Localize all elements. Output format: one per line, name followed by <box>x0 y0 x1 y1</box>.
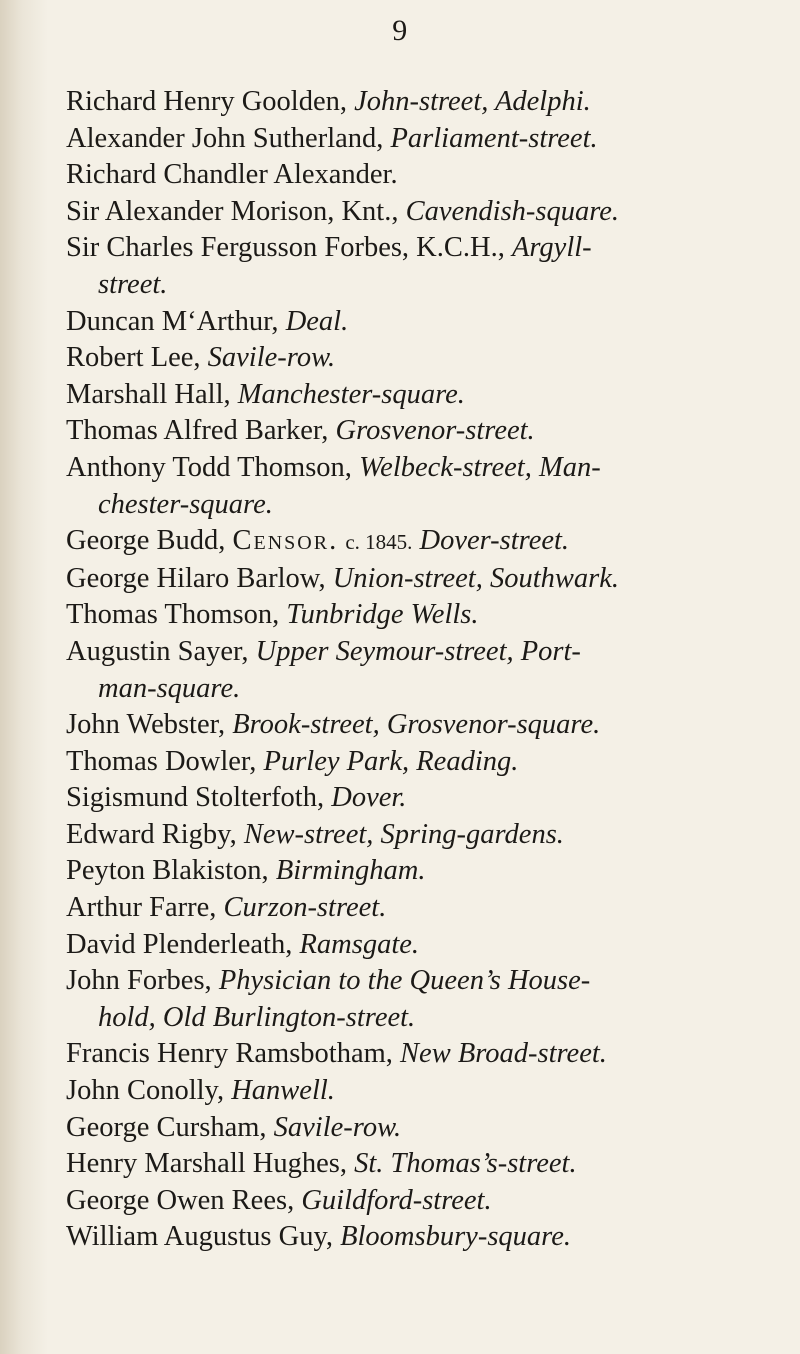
entry-name: Marshall Hall, <box>66 378 238 410</box>
entry-address: Argyll- <box>511 232 592 264</box>
entry-name: Richard Chandler Alexander. <box>66 159 398 191</box>
entry-address: Welbeck-street, Man- <box>359 451 601 483</box>
entry-name: Robert Lee, <box>66 342 208 374</box>
list-item <box>66 157 766 194</box>
entry-address: New-street, Spring-gardens. <box>243 818 564 850</box>
list-item <box>66 597 766 634</box>
list-item <box>66 853 766 890</box>
list-item <box>66 1219 766 1256</box>
entry-address: Savile-row. <box>207 342 336 374</box>
list-item <box>66 377 766 414</box>
list-item <box>66 927 766 964</box>
entry-name: Thomas Dowler, <box>66 745 264 777</box>
list-item <box>66 304 766 341</box>
entry-name: John Conolly, <box>66 1075 232 1107</box>
entry-address: Cavendish-square. <box>405 195 620 227</box>
entry-name: Augustin Sayer, <box>66 635 256 667</box>
list-item <box>66 890 766 927</box>
entry-address: Brook-street, Grosvenor-square. <box>232 709 601 741</box>
entry-address-continued: man-square. <box>98 672 241 704</box>
entry-name: Richard Henry Goolden, <box>66 86 355 117</box>
entry-address: Hanwell. <box>231 1075 335 1107</box>
page-number: 9 <box>392 14 408 47</box>
entry-address: Physician to the Queen’s House- <box>218 965 591 997</box>
list-item <box>66 817 766 854</box>
entry-address: Savile-row. <box>273 1111 402 1143</box>
entry-name: Francis Henry Ramsbotham, <box>66 1038 401 1070</box>
list-item <box>66 1036 766 1073</box>
entry-name: Sir Charles Fergusson Forbes, K.C.H., <box>66 232 512 264</box>
entry-address: New Broad-street. <box>400 1038 607 1070</box>
entry-name: John Webster, <box>66 709 233 741</box>
entry-name: Arthur Farre, <box>66 892 224 924</box>
list-item <box>66 707 766 744</box>
list-item <box>66 230 766 303</box>
entry-address: Deal. <box>285 305 349 337</box>
list-item <box>66 194 766 231</box>
entry-address: Birmingham. <box>275 855 426 887</box>
entry-name: George Budd, <box>66 525 233 557</box>
entry-name: Anthony Todd Thomson, <box>66 451 360 483</box>
entry-name: David Plenderleath, <box>66 928 300 960</box>
list-item <box>66 450 766 523</box>
entry-address: Union-street, Southwark. <box>332 562 620 594</box>
fellows-list <box>66 84 766 1256</box>
entry-address: Manchester-square. <box>237 378 465 410</box>
entry-name: Alexander John Sutherland, <box>66 122 391 154</box>
entry-address: Upper Seymour-street, Port- <box>255 635 581 667</box>
list-item <box>66 84 766 121</box>
entry-name: Henry Marshall Hughes, <box>66 1148 355 1180</box>
list-item <box>66 1183 766 1220</box>
entry-name: Sir Alexander Morison, Knt., <box>66 195 406 227</box>
entry-name: Edward Rigby, <box>66 818 244 850</box>
list-item <box>66 340 766 377</box>
entry-address: St. Thomas’s-street. <box>354 1148 577 1180</box>
entry-address: Tunbridge Wells. <box>286 599 479 631</box>
entry-name: Thomas Alfred Barker, <box>66 415 336 447</box>
entry-name: William Augustus Guy, <box>66 1221 341 1253</box>
list-item <box>66 121 766 158</box>
list-item <box>66 561 766 598</box>
entry-year: c. 1845. <box>345 530 413 555</box>
entry-name: Duncan M‘Arthur, <box>66 305 286 337</box>
list-item <box>66 1073 766 1110</box>
list-item <box>66 744 766 781</box>
entry-name: Thomas Thomson, <box>66 599 287 631</box>
list-item <box>66 963 766 1036</box>
entry-name: John Forbes, <box>66 965 219 997</box>
list-item <box>66 780 766 817</box>
list-item <box>66 413 766 450</box>
entry-address: Dover. <box>331 782 407 814</box>
entry-address: Guildford-street. <box>301 1184 492 1216</box>
list-item <box>66 1110 766 1147</box>
entry-address: Curzon-street. <box>223 892 387 924</box>
entry-address: John-street, Adelphi. <box>354 86 591 117</box>
entry-name: George Owen Rees, <box>66 1184 302 1216</box>
entry-address-continued: chester-square. <box>98 488 273 520</box>
entry-address: Grosvenor-street. <box>335 415 535 447</box>
entry-address: Bloomsbury-square. <box>340 1221 571 1253</box>
entry-address-continued: hold, Old Burlington-street. <box>98 1001 416 1033</box>
entry-address: Dover-street. <box>419 525 570 557</box>
list-item <box>66 1146 766 1183</box>
entry-title: Censor. <box>232 525 339 557</box>
list-item <box>66 523 766 561</box>
list-item <box>66 634 766 707</box>
entry-address: Parliament-street. <box>390 122 598 154</box>
entry-address: Ramsgate. <box>299 928 420 960</box>
entry-name: George Cursham, <box>66 1111 274 1143</box>
entry-name: Peyton Blakiston, <box>66 855 276 887</box>
entry-address: Purley Park, Reading. <box>263 745 519 777</box>
entry-name: George Hilaro Barlow, <box>66 562 333 594</box>
entry-address-continued: street. <box>98 268 168 300</box>
entry-name: Sigismund Stolterfoth, <box>66 782 332 814</box>
